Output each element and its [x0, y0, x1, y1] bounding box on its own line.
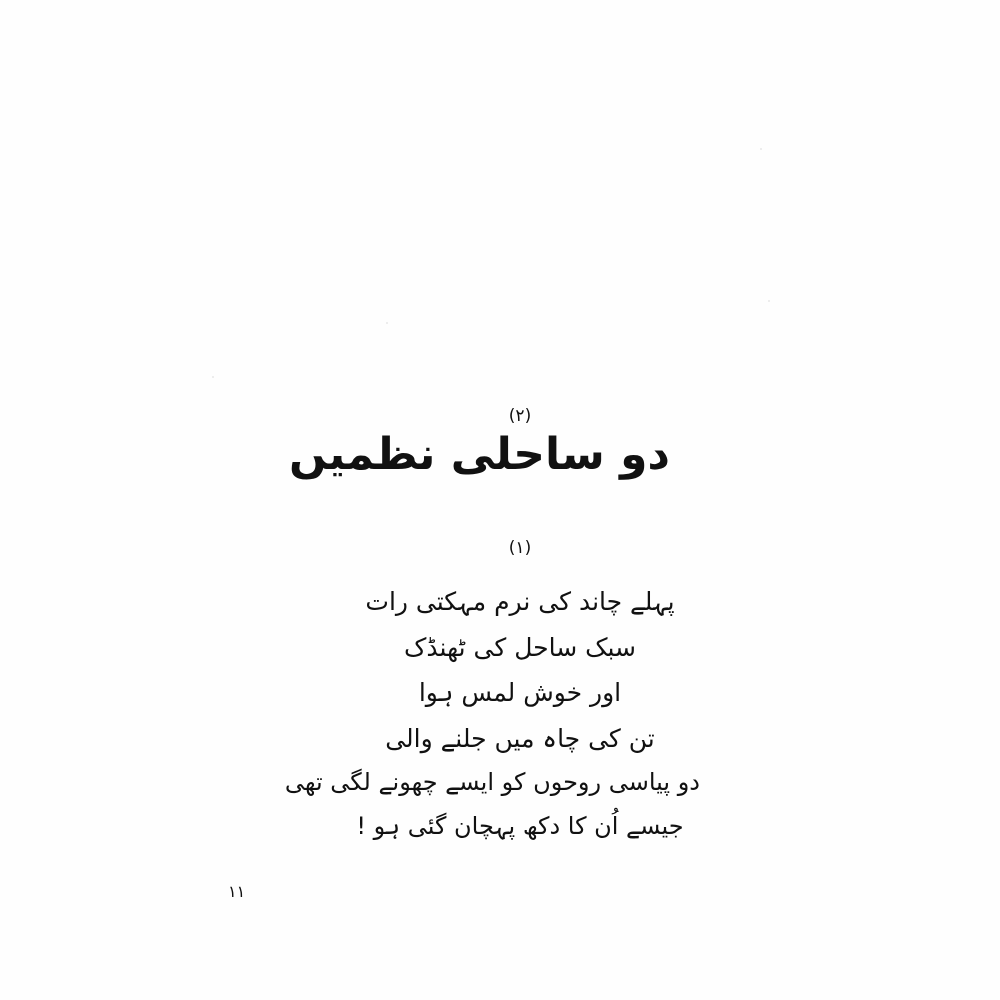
paper-speckle [768, 300, 770, 302]
poem-number: (۱) [508, 538, 532, 558]
poem-line: پہلے چاند کی نرم مہکتی رات [365, 587, 675, 616]
poem-line: تن کی چاہ میں جلنے والی [385, 723, 655, 753]
page-number: ۱۱ [228, 882, 246, 901]
section-number: (۲) [508, 406, 532, 426]
poem-line: سبک ساحل کی ٹھنڈک [404, 632, 636, 662]
paper-speckle [386, 322, 388, 324]
title-block [289, 406, 670, 482]
poem-line: اور خوش لمس ہوا [418, 678, 622, 707]
poem-block [284, 538, 700, 848]
poem-line: دو پیاسی روحوں کو ایسے چھونے لگی تھی [284, 768, 700, 796]
poem-lines [284, 579, 700, 848]
poem-line: جیسے اُن کا دکھ پہچان گئی ہو ! [356, 811, 684, 840]
paper-speckle [212, 376, 214, 378]
paper-speckle [760, 148, 762, 150]
page-title: دو ساحلی نظمیں [289, 429, 670, 480]
